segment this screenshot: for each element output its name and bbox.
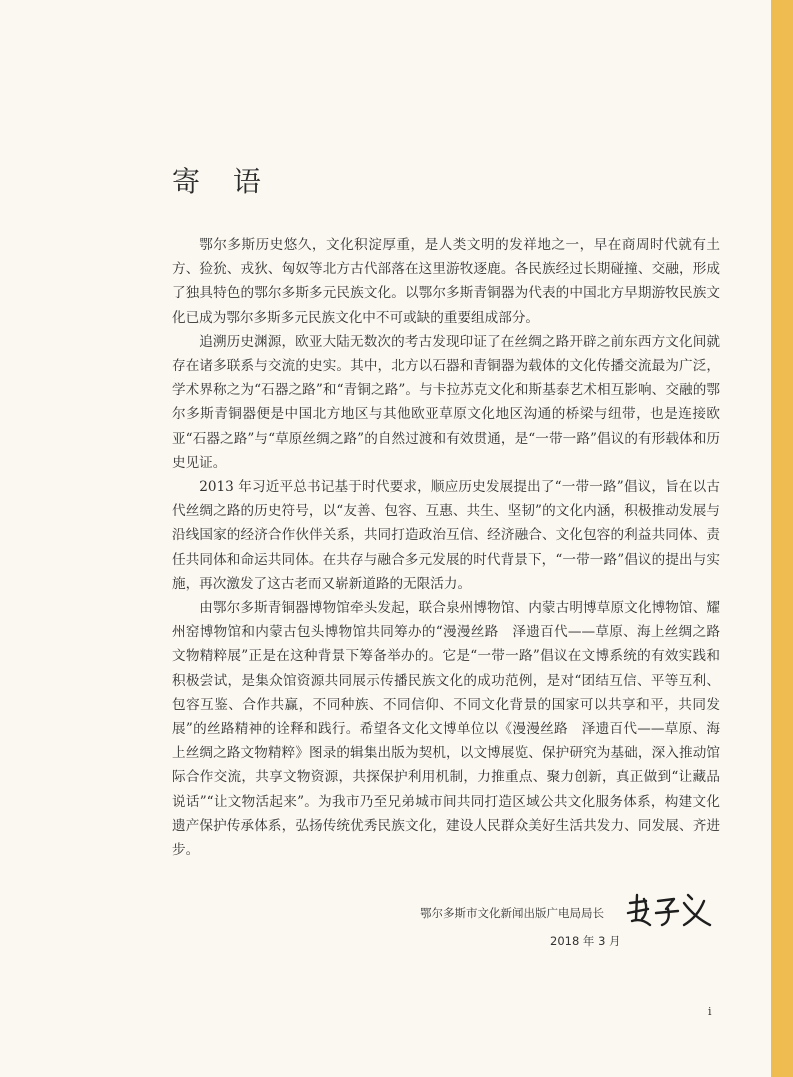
signature-date: 2018 年 3 月: [550, 934, 621, 948]
page-number: i: [708, 1005, 712, 1018]
signatory-title: 鄂尔多斯市文化新闻出版广电局局长: [420, 906, 604, 920]
paragraph-2: 追溯历史渊源，欧亚大陆无数次的考古发现印证了在丝绸之路开辟之前东西方文化间就存在诸多联系与交流的史实。其中，北方以石器和青铜器为载体的文化传播交流最为广泛，学术界称之为“石器之路”和“青铜之路”。与卡拉苏克文化和斯基泰艺术相互影响、交融的鄂尔多斯青铜器便是中国北方地区与其他欧亚草原文化地区沟通的桥梁与纽带，也是连接欧亚“石器之路”与“草原丝绸之路”的自然过渡和有效贯通，是“一带一路”倡议的有形载体和历史见证。: [172, 333, 720, 471]
handwritten-signature: [624, 889, 714, 933]
paragraph-1: 鄂尔多斯历史悠久，文化积淀厚重，是人类文明的发祥地之一，早在商周时代就有土方、猃狁、戎狄、匈奴等北方古代部落在这里游牧逐鹿。各民族经过长期碰撞、交融，形成了独具特色的鄂尔多斯多元民族文化。以鄂尔多斯青铜器为代表的中国北方早期游牧民族文化已成为鄂尔多斯多元民族文化中不可或缺的重要组成部分。: [172, 237, 720, 326]
paragraph-3: 2013 年习近平总书记基于时代要求，顺应历史发展提出了“一带一路”倡议，旨在以古代丝绸之路的历史符号，以“友善、包容、互惠、共生、坚韧”的文化内涵，积极推动发展与沿线国家的经济合作伙伴关系，共同打造政治互信、经济融合、文化包容的利益共同体、责任共同体和命运共同体。在共存与融合多元发展的时代背景下，“一带一路”倡议的提出与实施，再次激发了这古老而又崭新道路的无限活力。: [172, 479, 721, 592]
page-title: 寄 语: [172, 165, 273, 198]
body-text: [172, 233, 720, 862]
side-color-band: [771, 0, 793, 1077]
paragraph-4: 由鄂尔多斯青铜器博物馆牵头发起，联合泉州博物馆、内蒙古明博草原文化博物馆、耀州窑博物馆和内蒙古包头博物馆共同筹办的“漫漫丝路 泽遗百代——草原、海上丝绸之路文物精粹展”正是在这种背景下筹备举办的。它是“一带一路”倡议在文博系统的有效实践和积极尝试，是集众馆资源共同展示传播民族文化的成功范例，是对“团结互信、平等互利、包容互鉴、合作共赢，不同种族、不同信仰、不同文化背景的国家可以共享和平，共同发展”的丝路精神的诠释和践行。希望各文化文博单位以《漫漫丝路 泽遗百代——草原、海上丝绸之路文物精粹》图录的辑集出版为契机，以文博展览、保护研究为基础，深入推动馆际合作交流，共享文物资源，共探保护利用机制，力推重点、聚力创新，真正做到“让藏品说话”“让文物活起来”。为我市乃至兄弟城市间共同打造区域公共文化服务体系，构建文化遗产保护传承体系，弘扬传统优秀民族文化，建设人民群众美好生活共发力、同发展、齐进步。: [172, 600, 720, 859]
